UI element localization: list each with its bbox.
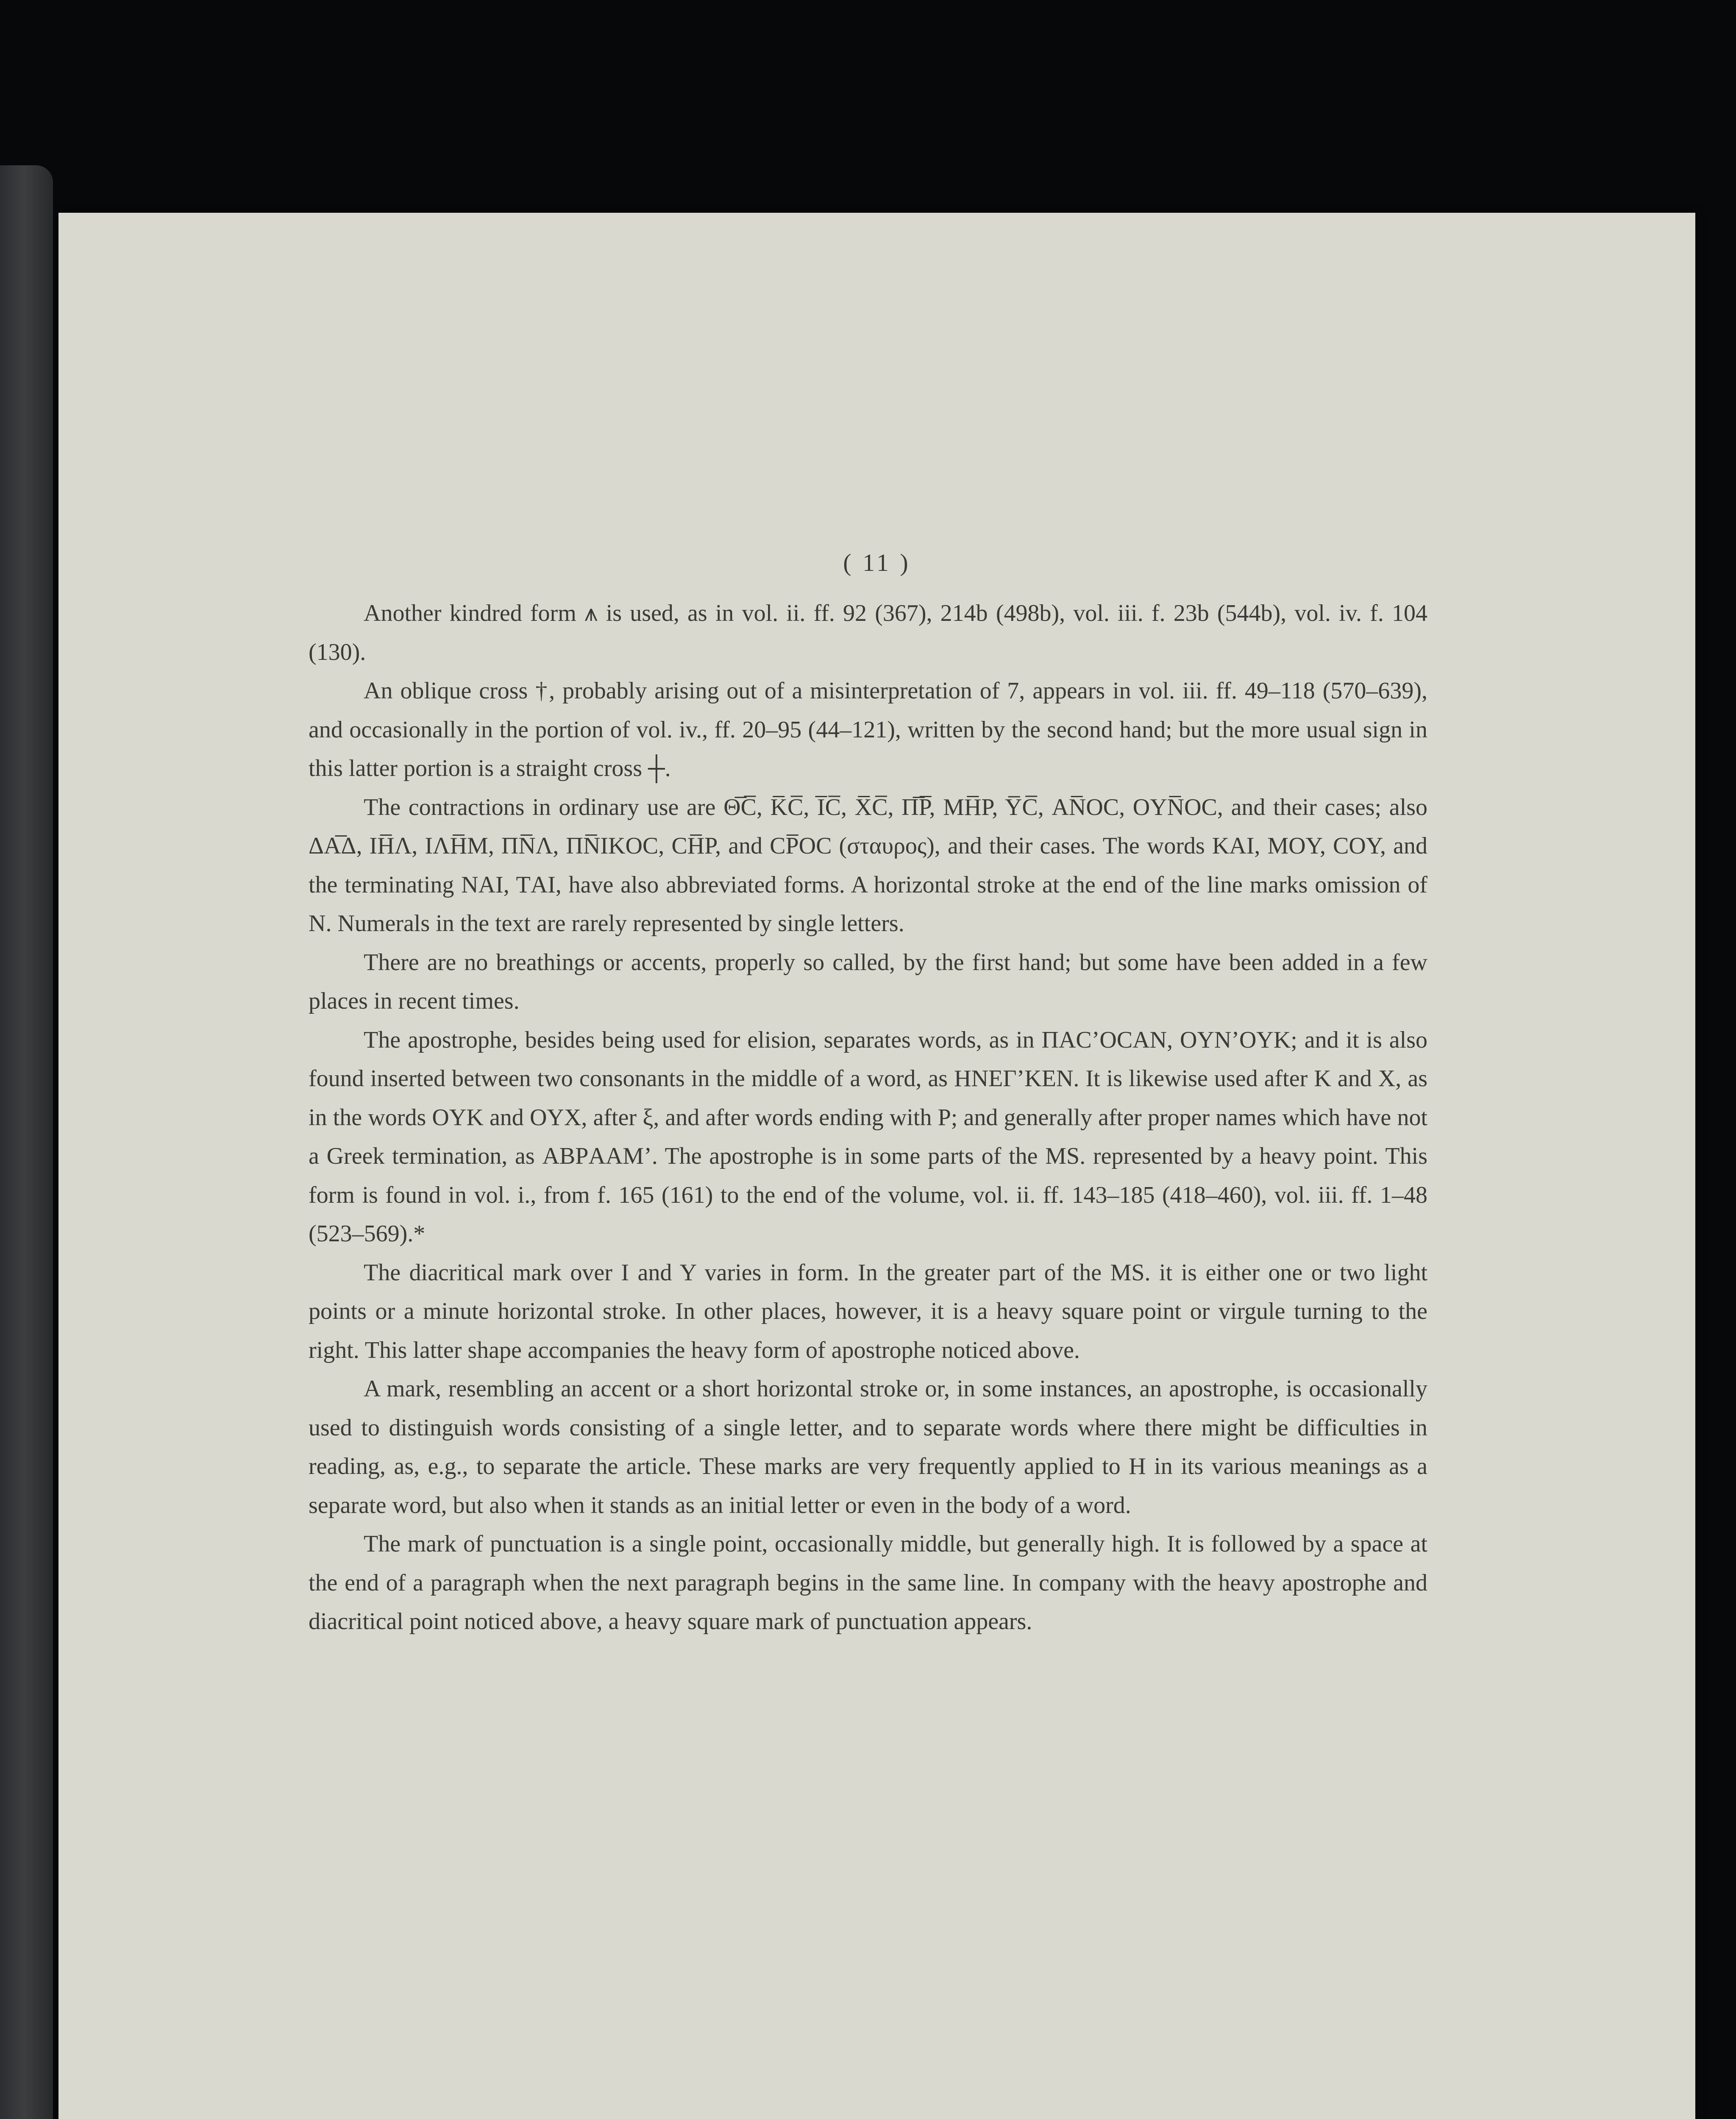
book-page (58, 213, 1695, 2119)
paragraph-apostrophe: The apostrophe, besides being used for elision, separates words, as in ΠΑC’OCΑN, OYN’OYK; and it is also found inserted between two consonants in the middle of a word, as HNEΓ’KEN. It is likewise used after K and X, as in the words OYK and OYX, after ξ, and after words ending with P; and generally after proper names which have not a Greek termination, as ΑBPΑΑM’. The apostrophe is in some parts of the MS. represented by a heavy point. This form is found in vol. i., from f. 165 (161) to the end of the volume, vol. ii. ff. 143–185 (418–460), vol. iii. ff. 1–48 (523–569).* (309, 1026, 1427, 1247)
paragraph-punctuation: The mark of punctuation is a single point, occasionally middle, but generally high. It is followed by a space at the end of a paragraph when the next paragraph begins in the same line. In company with the heavy apostrophe and diacritical point noticed above, a heavy square mark of punctuation appears. (309, 1531, 1427, 1635)
paragraph-diacritical-mark: The diacritical mark over I and Y varies in form. In the greater part of the MS. it is either one or two light points or a minute horizontal stroke. In other places, however, it is a heavy square point or virgule turning to the right. This latter shape accompanies the heavy form of apostrophe noticed above. (309, 1259, 1427, 1363)
facing-page-edge (0, 165, 53, 2119)
paragraph-kindred-form: Another kindred form ⩚ is used, as in vol. ii. ff. 92 (367), 214b (498b), vol. iii. f. 23b (544b), vol. iv. f. 104 (130). (309, 600, 1427, 665)
paragraph-breathings: There are no breathings or accents, properly so called, by the first hand; but some have been added in a few places in recent times. (309, 949, 1427, 1014)
body-text (309, 594, 1427, 1641)
paragraph-oblique-cross: An oblique cross †, probably arising out of a misinterpretation of 7, appears in vol. iii. ff. 49–118 (570–639), and occasionally in the portion of vol. iv., ff. 20–95 (44–121), written by the second hand; but the more usual sign in this latter portion is a straight cross ┼. (309, 678, 1427, 781)
paragraph-contractions: The contractions in ordinary use are Θ̅C̅, K̅C̅, I̅C̅, X̅C̅, Π̅P̅, MH̅P, Y̅C̅, ΑN̅OC, OYN̅OC, and their cases; also ΔΑ̅Δ, IH̅Λ, IΛH̅M, ΠN̅Λ, ΠN̅IKOC, CH̅P, and CP̅OC (σταυρος), and their cases. The words KΑI, MOY, COY, and the terminating NΑI, TΑI, have also abbreviated forms. A horizontal stroke at the end of the line marks omission of N. Numerals in the text are rarely represented by single letters. (309, 794, 1427, 937)
page-number: ( 11 ) (843, 549, 911, 576)
paragraph-accent-mark: A mark, resembling an accent or a short horizontal stroke or, in some instances, an apostrophe, is occasionally used to distinguish words consisting of a single letter, and to separate words where there might be difficulties in reading, as, e.g., to separate the article. These marks are very frequently applied to H in its various meanings as a separate word, but also when it stands as an initial letter or even in the body of a word. (309, 1376, 1427, 1518)
